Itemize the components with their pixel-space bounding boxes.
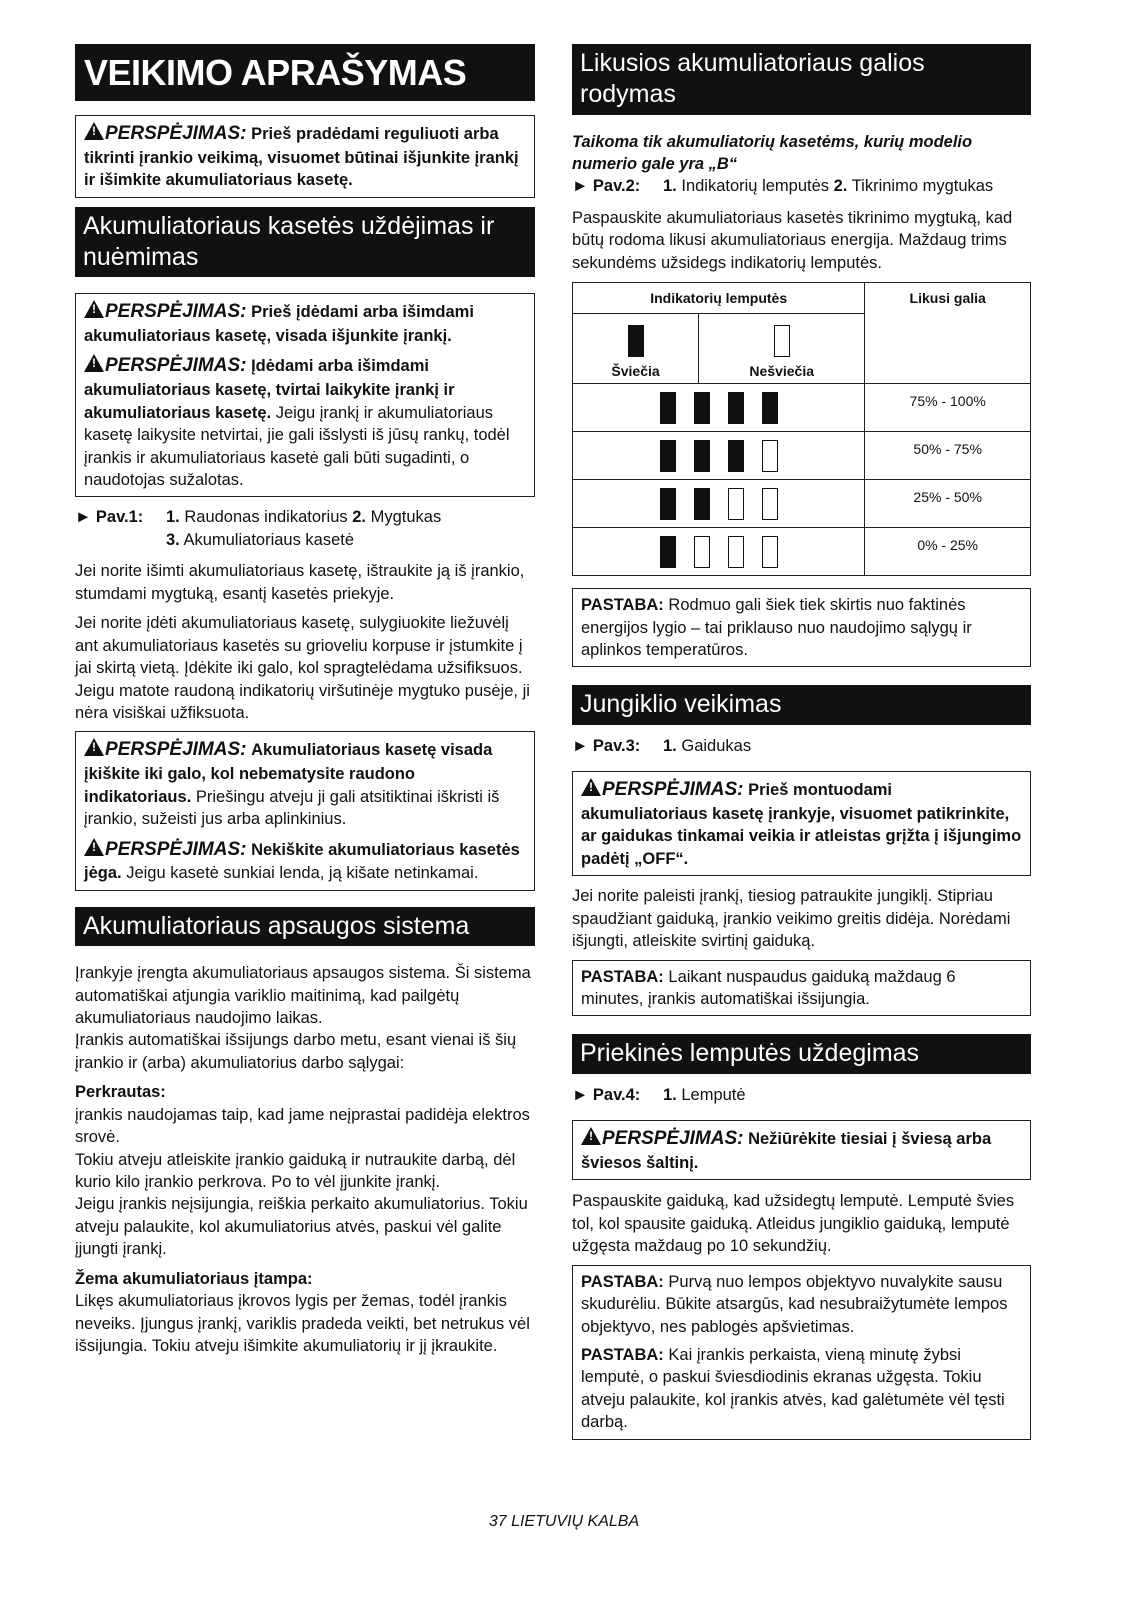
lamp-unlit-icon (728, 536, 744, 568)
left-column (75, 44, 535, 1365)
indicator-lamps (573, 528, 865, 576)
indicator-lamps (573, 432, 865, 480)
warning-label: PERSPĖJIMAS: (105, 355, 247, 377)
warning-icon (84, 122, 104, 140)
warning-box (75, 293, 535, 497)
warning-label: PERSPĖJIMAS: (105, 301, 247, 323)
section-title-protection: Akumuliatoriaus apsaugos sistema (75, 907, 535, 946)
warning-icon (84, 738, 104, 756)
remaining-range: 75% - 100% (865, 384, 1031, 432)
warning-text: Prieš pradėdami reguliuoti arba tikrinti įrankio veikimą, visuomet būtinai išjunkite įrankį ir išimkite akumuliatoriaus kasetę. (84, 125, 519, 190)
figure-reference: ► Pav.1: 1. Raudonas indikatorius 2. Mygtukas 3. Akumuliatoriaus kasetė (75, 508, 442, 549)
lamp-lit-icon (660, 440, 676, 472)
lamp-unlit-icon (762, 536, 778, 568)
figure-label: ► Pav.3: (572, 736, 641, 755)
lamp-lit-icon (728, 392, 744, 424)
note-label: PASTABA: (581, 967, 664, 986)
warning-icon (581, 778, 601, 796)
indicator-row (573, 432, 1031, 480)
note-text: Purvą nuo lempos objektyvo nuvalykite sausu skudurėliu. Būkite atsargūs, kad nesubraižytumėte lempos objektyvo, nes pablogės apšvietimas. (581, 1272, 1008, 1336)
lamp-lit-icon (694, 488, 710, 520)
note-box (572, 960, 1031, 1017)
page-footer: 37 LIETUVIŲ KALBA (488, 1513, 640, 1530)
warning-icon (84, 354, 104, 372)
applies-note: Taikoma tik akumuliatorių kasetėms, kurių modelio numerio gale yra „B“ (572, 132, 973, 173)
subheading: Perkrautas: (75, 1083, 166, 1102)
lamp-unlit-icon (762, 488, 778, 520)
warning-label: PERSPĖJIMAS: (105, 838, 247, 860)
figure-label: ► Pav.1: (75, 508, 144, 527)
warning-text: Prieš įdėdami arba išimdami akumuliatoriaus kasetę, visada išjunkite įrankį. (84, 303, 474, 346)
figure-label: ► Pav.4: (572, 1085, 641, 1104)
paragraph: Paspauskite gaiduką, kad užsidegtų lemputė. Lemputė švies tol, kol spausite gaiduką. Atleidus jungiklio gaiduką, lemputė užgęsta maždaug po 10 sekundžių. (572, 1192, 1015, 1256)
lamp-lit-icon (762, 392, 778, 424)
warning-text: Nežiūrėkite tiesiai į šviesą arba šviesos šaltinį. (581, 1130, 992, 1172)
paragraph: Įrankyje įrengta akumuliatoriaus apsaugos sistema. Ši sistema automatiškai atjungia variklio maitinimą, kad pailgėtų akumuliatoriaus naudojimo laikas. (75, 964, 531, 1027)
paragraph: Jei norite įdėti akumuliatoriaus kasetę, sulygiuokite liežuvėlį ant akumuliatoriaus kasetės su grioveliu korpuse ir įstumkite į jai skirtą vietą. Įdėkite iki galo, kol spragtelėdama užsifiksuos. Jeigu matote raudoną indikatorių viršutinėje mygtuko pusėje, ji nėra visiškai užfiksuota. (75, 614, 530, 722)
lamp-lit-icon (660, 392, 676, 424)
warning-text: Nekiškite akumuliatoriaus kasetės jėga. (84, 840, 520, 883)
paragraph: Paspauskite akumuliatoriaus kasetės tikrinimo mygtuką, kad būtų rodoma likusi akumuliatoriaus energija. Maždaug trims sekundėms užsidegs indikatorių lemputės. (572, 208, 1013, 272)
figure-label: ► Pav.2: (572, 177, 641, 196)
note-text: Kai įrankis perkaista, vieną minutę žybsi lemputė, o paskui šviesdiodinis ekranas užgęsta. Tokiu atveju palaukite, kol įrankis atvės, kad galėtumėte vėl tęsti darbą. (581, 1346, 1005, 1432)
warning-label: PERSPĖJIMAS: (105, 123, 247, 144)
right-column (572, 44, 1031, 1449)
lamp-lit-icon (694, 440, 710, 472)
note-label: PASTABA: (581, 596, 664, 615)
figure-reference: ► Pav.3: 1. Gaidukas (572, 735, 1031, 757)
warning-icon (581, 1127, 601, 1145)
note-text: Rodmuo gali šiek tiek skirtis nuo faktinės energijos lygio – tai priklauso nuo naudojimo sąlygų ir aplinkos temperatūros. (581, 596, 972, 659)
warning-label: PERSPĖJIMAS: (602, 1128, 744, 1150)
legend-lit: Šviečia (573, 314, 699, 384)
lamp-unlit-icon (762, 440, 778, 472)
lamp-lit-icon (628, 325, 644, 357)
warning-icon (84, 300, 104, 318)
indicator-lamps (573, 480, 865, 528)
section-title-switch: Jungiklio veikimas (572, 685, 1031, 724)
warning-box (75, 115, 535, 198)
warning-box (572, 771, 1031, 876)
note-label: PASTABA: (581, 1346, 664, 1365)
paragraph: Likęs akumuliatoriaus įkrovos lygis per žemas, todėl įrankis neveiks. Įjungus įrankį, variklis pradeda veikti, bet netrukus vėl išsijungia. Tokiu atveju išimkite akumuliatorių ir jį įkraukite. (75, 1292, 530, 1356)
lamp-unlit-icon (728, 488, 744, 520)
page-title: VEIKIMO APRAŠYMAS (75, 44, 535, 101)
warning-label: PERSPĖJIMAS: (602, 779, 744, 801)
indicator-lamps (573, 384, 865, 432)
lamp-lit-icon (660, 536, 676, 568)
remaining-range: 50% - 75% (865, 432, 1031, 480)
note-box (572, 1265, 1031, 1440)
warning-detail: Priešingu atveju ji gali atsitiktinai iškristi iš įrankio, sužeisti jus arba aplinkinius. (84, 787, 500, 829)
section-title-battery-install: Akumuliatoriaus kasetės uždėjimas ir nuėmimas (75, 207, 535, 278)
lamp-lit-icon (728, 440, 744, 472)
lamp-unlit-icon (774, 325, 790, 357)
figure-reference: ► Pav.2: 1. Indikatorių lemputės 2. Tikrinimo mygtukas (572, 175, 1031, 197)
warning-label: PERSPĖJIMAS: (105, 739, 247, 761)
note-box (572, 588, 1031, 667)
paragraph: Jei norite paleisti įrankį, tiesiog patraukite jungiklį. Stipriau spaudžiant gaiduką, įrankio veikimo greitis didėja. Norėdami išjungti, atleiskite svirtinį gaiduką. (572, 887, 1011, 951)
warning-detail: Jeigu įrankį ir akumuliatoriaus kasetę laikysite netvirtai, jie gali išslysti iš jūsų rankų, todėl įrankis ir akumuliatoriaus kasetė gali būti sugadinti, o naudotojas sužalotas. (84, 403, 510, 490)
subheading: Žema akumuliatoriaus įtampa: (75, 1269, 313, 1288)
indicator-row (573, 528, 1031, 576)
note-text: Laikant nuspaudus gaiduką maždaug 6 minutes, įrankis automatiškai išsijungia. (581, 967, 956, 1009)
legend-unlit: Nešviečia (699, 314, 865, 384)
indicator-table (572, 282, 1031, 576)
figure-reference: ► Pav.4: 1. Lemputė (572, 1084, 1031, 1106)
note-label: PASTABA: (581, 1272, 664, 1291)
paragraph: Įrankis automatiškai išsijungs darbo metu, esant vienai iš šių įrankio ir (arba) akumuliatorius darbo sąlygai: (75, 1031, 517, 1072)
section-title-remaining-capacity: Likusios akumuliatoriaus galios rodymas (572, 44, 1031, 115)
indicator-row (573, 384, 1031, 432)
lamp-lit-icon (660, 488, 676, 520)
table-header: Indikatorių lemputės (573, 283, 865, 314)
warning-detail: Jeigu kasetė sunkiai lenda, ją kišate netinkamai. (126, 864, 479, 883)
paragraph: įrankis naudojamas taip, kad jame neįprastai padidėja elektros srovė. (75, 1105, 530, 1147)
lamp-lit-icon (694, 392, 710, 424)
warning-text: Akumuliatoriaus kasetę visada įkiškite iki galo, kol nebematysite raudono indikatoriaus. (84, 741, 493, 806)
warning-icon (84, 838, 104, 856)
warning-text: Įdėdami arba išimdami akumuliatoriaus kasetę, tvirtai laikykite įrankį ir akumuliatoriaus kasetę. (84, 357, 455, 422)
remaining-range: 0% - 25% (865, 528, 1031, 576)
paragraph: Jei norite išimti akumuliatoriaus kasetę, ištraukite ją iš įrankio, stumdami mygtuką, esantį kasetės priekyje. (75, 562, 525, 603)
table-header: Likusi galia (865, 283, 1031, 384)
remaining-range: 25% - 50% (865, 480, 1031, 528)
warning-text: Prieš montuodami akumuliatoriaus kasetę įrankyje, visuomet patikrinkite, ar gaidukas tinkamai veikia ir atleistas grįžta į išjungimo padėtį „OFF“. (581, 781, 1022, 868)
section-title-front-lamp: Priekinės lemputės uždegimas (572, 1034, 1031, 1073)
paragraph: Tokiu atveju atleiskite įrankio gaiduką ir nutraukite darbą, dėl kurio kilo įrankio perkrova. Po to vėl įjunkite įrankį. (75, 1150, 516, 1192)
warning-box (572, 1120, 1031, 1180)
lamp-unlit-icon (694, 536, 710, 568)
paragraph: Jeigu įrankis neįsijungia, reiškia perkaito akumuliatorius. Tokiu atveju palaukite, kol akumuliatorius atvės, paskui vėl galite įjungti įrankį. (75, 1195, 528, 1259)
indicator-row (573, 480, 1031, 528)
warning-box (75, 731, 535, 890)
